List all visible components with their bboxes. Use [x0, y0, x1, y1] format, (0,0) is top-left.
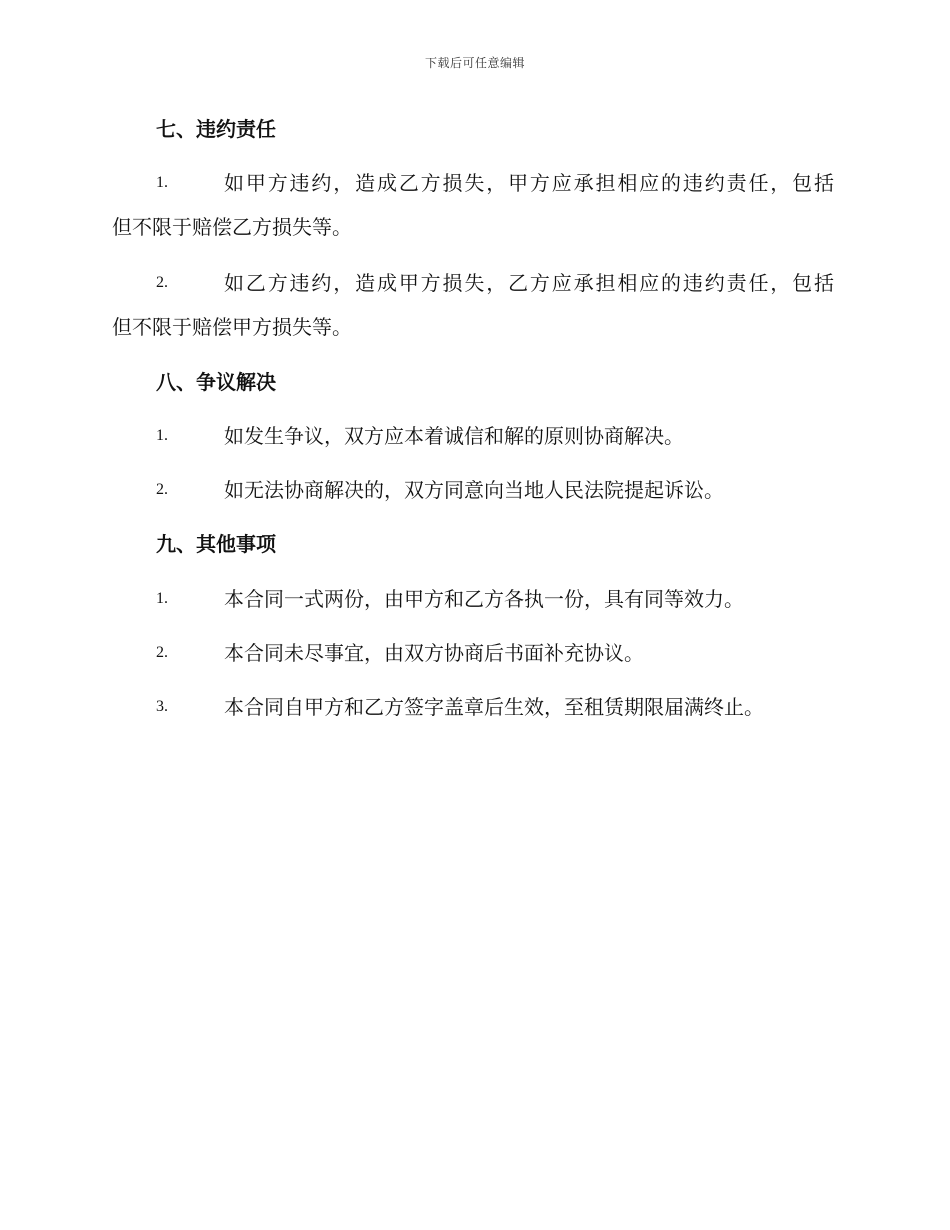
clause-item	[112, 631, 834, 675]
clause-item	[112, 577, 834, 621]
clause-number: 1.	[156, 590, 168, 607]
clause-text: 如发生争议，双方应本着诚信和解的原则协商解决。	[224, 424, 684, 448]
clause-item	[112, 161, 834, 249]
clause-item	[112, 261, 834, 349]
clause-item	[112, 414, 834, 458]
clause-text-line2: 但不限于赔偿乙方损失等。	[112, 215, 352, 239]
section-title-breach-liability: 七、违约责任	[156, 117, 276, 141]
clause-text: 本合同未尽事宜，由双方协商后书面补充协议。	[224, 641, 644, 665]
clause-number: 1.	[156, 427, 168, 444]
clause-number: 2.	[156, 644, 168, 661]
clause-text-line2: 但不限于赔偿甲方损失等。	[112, 315, 352, 339]
section-title-other-matters: 九、其他事项	[156, 532, 276, 556]
clause-item	[112, 468, 834, 512]
clause-text-line1: 如甲方违约，造成乙方损失，甲方应承担相应的违约责任，包括	[224, 171, 834, 195]
clause-number: 2.	[156, 274, 168, 291]
clause-number: 1.	[156, 174, 168, 191]
clause-text: 本合同自甲方和乙方签字盖章后生效，至租赁期限届满终止。	[224, 695, 764, 719]
clause-number: 2.	[156, 481, 168, 498]
clause-text: 如无法协商解决的，双方同意向当地人民法院提起诉讼。	[224, 478, 724, 502]
section-title-dispute-resolution: 八、争议解决	[156, 370, 276, 394]
page-header: 下载后可任意编辑	[424, 56, 525, 70]
clause-text: 本合同一式两份，由甲方和乙方各执一份，具有同等效力。	[224, 587, 744, 611]
clause-text-line1: 如乙方违约，造成甲方损失，乙方应承担相应的违约责任，包括	[224, 271, 834, 295]
clause-number: 3.	[156, 698, 168, 715]
clause-item	[112, 685, 834, 729]
